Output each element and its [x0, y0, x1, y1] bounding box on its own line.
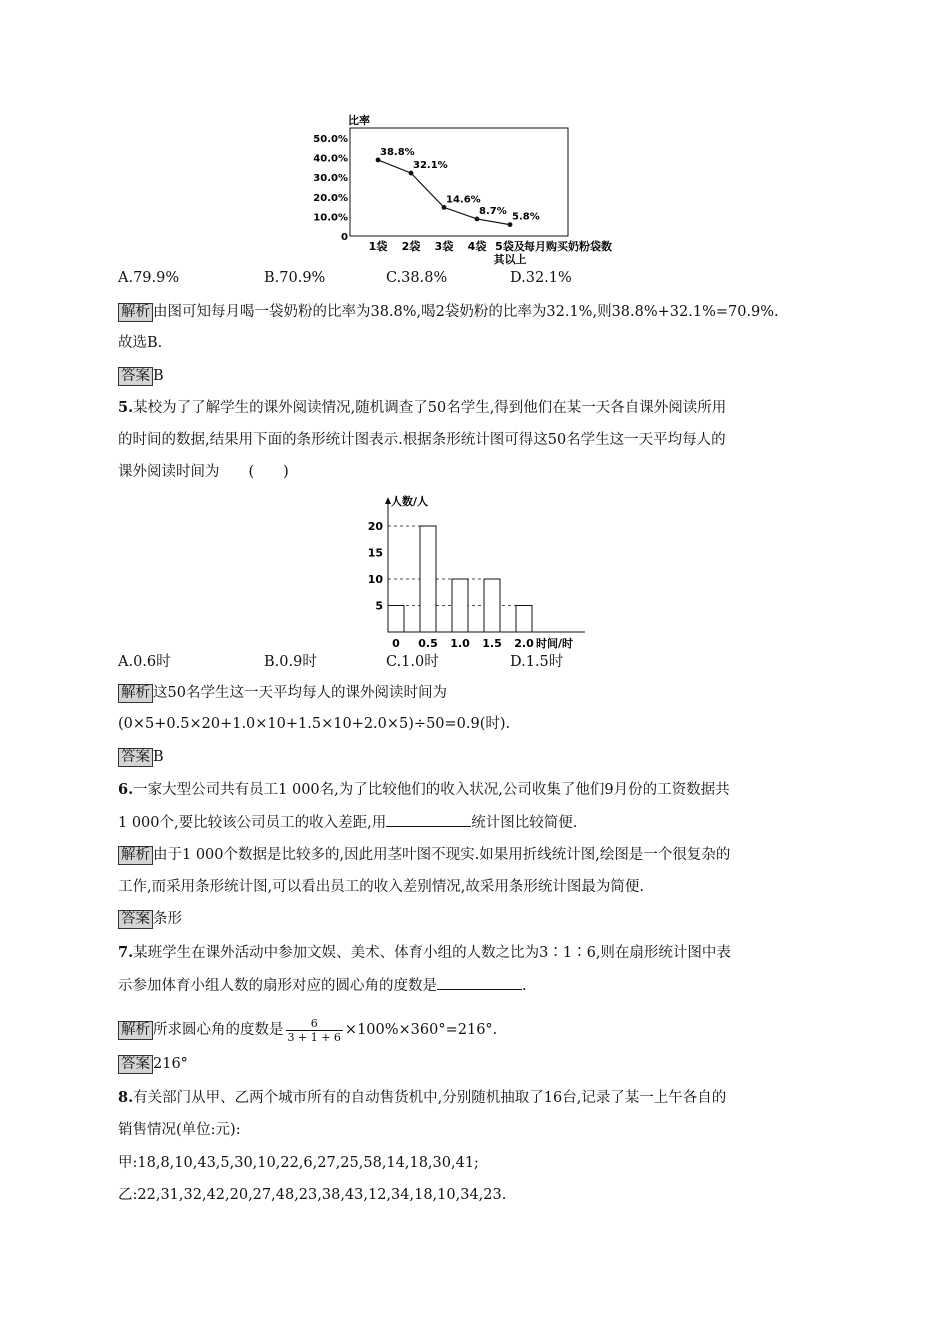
q6-stem-line2: [118, 812, 577, 833]
bar: [388, 606, 404, 633]
q5-analysis-line2: [118, 714, 510, 734]
x-tick-label: 1.5: [482, 637, 502, 650]
q8-yi-text: 乙:22,31,32,42,20,27,48,23,38,43,12,34,18,10,34,23.: [118, 1187, 507, 1203]
bar: [452, 579, 468, 632]
answer-tag: 答案: [118, 1055, 153, 1074]
q8-stem-text1: 有关部门从甲、乙两个城市所有的自动售货机中,分别随机抽取了16台,记录了某一上午各自的: [133, 1090, 727, 1106]
q6-answer: [118, 909, 182, 929]
q8-stem-line1: [118, 1088, 726, 1108]
q4-option-c: C.38.8%: [386, 270, 448, 286]
y-tick-label: 40.0%: [313, 153, 348, 165]
x-tick-label: 2袋: [401, 240, 421, 253]
y-tick-label: 20.0%: [313, 192, 348, 204]
q5-stem-line3: [118, 462, 289, 482]
q8-stem-line2: [118, 1120, 241, 1140]
q6-answer-value: 条形: [153, 911, 182, 927]
q7-stem-line1: [118, 943, 731, 963]
q7-answer-value: 216°: [153, 1056, 188, 1072]
q8-jia-data: [118, 1153, 479, 1173]
q5-stem-line1: [118, 398, 726, 418]
x-tick-label: 0.5: [418, 637, 438, 650]
line-chart: [313, 110, 650, 270]
q7-analysis-line: [118, 1012, 497, 1048]
y-tick-label: 10.0%: [313, 212, 348, 224]
q4-answer-value: B: [153, 368, 164, 384]
x-tick-label: 2.0: [514, 637, 534, 650]
q8-yi-data: [118, 1185, 506, 1205]
bar-chart: [360, 490, 590, 650]
answer-tag: 答案: [118, 748, 153, 767]
y-tick-label: 0: [341, 232, 348, 243]
y-tick-label: 5: [375, 599, 383, 613]
y-axis-label: 比率: [348, 114, 370, 127]
analysis-tag: 解析: [118, 303, 153, 322]
q6-stem-text2a: 1 000个,要比较该公司员工的收入差距,用: [118, 815, 387, 831]
data-point: [508, 222, 513, 227]
q5-analysis-text2: (0×5+0.5×20+1.0×10+1.5×10+2.0×5)÷50=0.9(时).: [118, 716, 511, 732]
q5-number: 5.: [118, 399, 134, 416]
q6-stem-text2b: 统计图比较简便.: [471, 815, 578, 831]
y-tick-label: 30.0%: [313, 173, 348, 185]
y-tick-label: 15: [367, 546, 383, 560]
q7-answer: [118, 1054, 188, 1074]
q5-stem-text1: 某校为了了解学生的课外阅读情况,随机调查了50名学生,得到他们在某一天各自课外阅读所用: [133, 400, 727, 416]
x-tick-label: 1袋: [368, 240, 388, 253]
q7-stem-line2: [118, 975, 527, 996]
y-tick-label: 10: [367, 573, 383, 586]
data-point: [475, 217, 480, 222]
q6-analysis-text1: 由于1 000个数据是比较多的,因此用茎叶图不现实.如果用折线统计图,绘图是一个很复杂的: [153, 847, 731, 863]
x-tick-label: 其以上: [493, 253, 527, 266]
q5-answer-value: B: [153, 749, 164, 765]
x-tick-label: 5袋及: [495, 240, 525, 253]
analysis-tag: 解析: [118, 684, 153, 703]
data-label: 8.7%: [479, 205, 507, 217]
q5-stem-text3: 课外阅读时间为 ( ): [118, 464, 289, 480]
q6-stem-line1: [118, 780, 730, 800]
q5-analysis-text1: 这50名学生这一天平均每人的课外阅读时间为: [153, 685, 447, 701]
q6-analysis-text2: 工作,而采用条形统计图,可以看出员工的收入差别情况,故采用条形统计图最为简便.: [118, 879, 644, 895]
q4-option-b: B.70.9%: [264, 270, 326, 286]
y-axis-label: 人数/人: [391, 495, 429, 508]
q6-number: 6.: [118, 781, 134, 798]
q5-option-a: A.0.6时: [118, 654, 171, 670]
q7-number: 7.: [118, 944, 134, 961]
x-tick-label: 0: [392, 637, 400, 650]
q4-option-a: A.79.9%: [118, 270, 180, 286]
data-label: 5.8%: [512, 211, 540, 223]
x-axis-label: 每月购买奶粉袋数: [524, 240, 612, 253]
q5-answer: [118, 747, 164, 767]
q5-analysis-line1: [118, 683, 447, 703]
bar: [420, 526, 436, 632]
data-point: [409, 171, 414, 176]
data-point: [376, 158, 381, 163]
q5-option-b: B.0.9时: [264, 654, 317, 670]
q4-option-d: D.32.1%: [510, 270, 572, 286]
analysis-tag: 解析: [118, 1021, 153, 1040]
analysis-tag: 解析: [118, 846, 153, 865]
q7-fraction: [286, 1017, 343, 1044]
q7-analysis-pre: 所求圆心角的度数是: [153, 1022, 284, 1038]
q4-analysis-text2: 故选B.: [118, 335, 163, 351]
y-tick-label: 20: [367, 520, 383, 533]
bar: [516, 606, 532, 633]
x-axis-label: 时间/时: [536, 637, 574, 650]
q6-analysis-line1: [118, 845, 730, 865]
data-label: 32.1%: [413, 160, 448, 172]
q7-stem-text2a: 示参加体育小组人数的扇形对应的圆心角的度数是: [118, 978, 437, 994]
q5-option-c: C.1.0时: [386, 654, 439, 670]
q6-stem-text1: 一家大型公司共有员工1 000名,为了比较他们的收入状况,公司收集了他们9月份的工资数据共: [133, 782, 730, 798]
q7-analysis-post: ×100%×360°=216°.: [344, 1022, 498, 1038]
x-tick-label: 3袋: [434, 240, 454, 253]
data-label: 38.8%: [380, 146, 415, 158]
q5-option-d: D.1.5时: [510, 654, 564, 670]
q4-answer: [118, 366, 164, 386]
q6-answer-blank: [386, 812, 471, 827]
q6-analysis-line2: [118, 877, 644, 897]
q8-stem-text2: 销售情况(单位:元):: [118, 1122, 241, 1138]
bar: [484, 579, 500, 632]
q7-stem-text2b: .: [522, 978, 527, 994]
q4-analysis-line1: [118, 302, 779, 322]
q7-fraction-numerator: 6: [286, 1017, 343, 1031]
q7-answer-blank: [437, 975, 522, 990]
q7-fraction-denominator: 3 + 1 + 6: [287, 1030, 341, 1044]
data-point: [442, 205, 447, 210]
q7-stem-text1: 某班学生在课外活动中参加文娱、美术、体育小组的人数之比为3∶1∶6,则在扇形统计图中表: [133, 945, 731, 961]
q5-stem-line2: [118, 430, 726, 450]
y-tick-label: 50.0%: [313, 134, 348, 145]
q8-jia-text: 甲:18,8,10,43,5,30,10,22,6,27,25,58,14,18,30,41;: [118, 1155, 479, 1171]
x-tick-label: 1.0: [450, 637, 470, 650]
answer-tag: 答案: [118, 367, 153, 386]
x-tick-label: 4袋: [467, 240, 487, 253]
q8-number: 8.: [118, 1089, 134, 1106]
q5-stem-text2: 的时间的数据,结果用下面的条形统计图表示.根据条形统计图可得这50名学生这一天平均每人的: [118, 432, 726, 448]
q4-analysis-line2: [118, 333, 162, 353]
answer-tag: 答案: [118, 910, 153, 929]
data-label: 14.6%: [446, 194, 481, 206]
q4-analysis-text1: 由图可知每月喝一袋奶粉的比率为38.8%,喝2袋奶粉的比率为32.1%,则38.8%+32.1%=70.9%.: [153, 304, 779, 320]
